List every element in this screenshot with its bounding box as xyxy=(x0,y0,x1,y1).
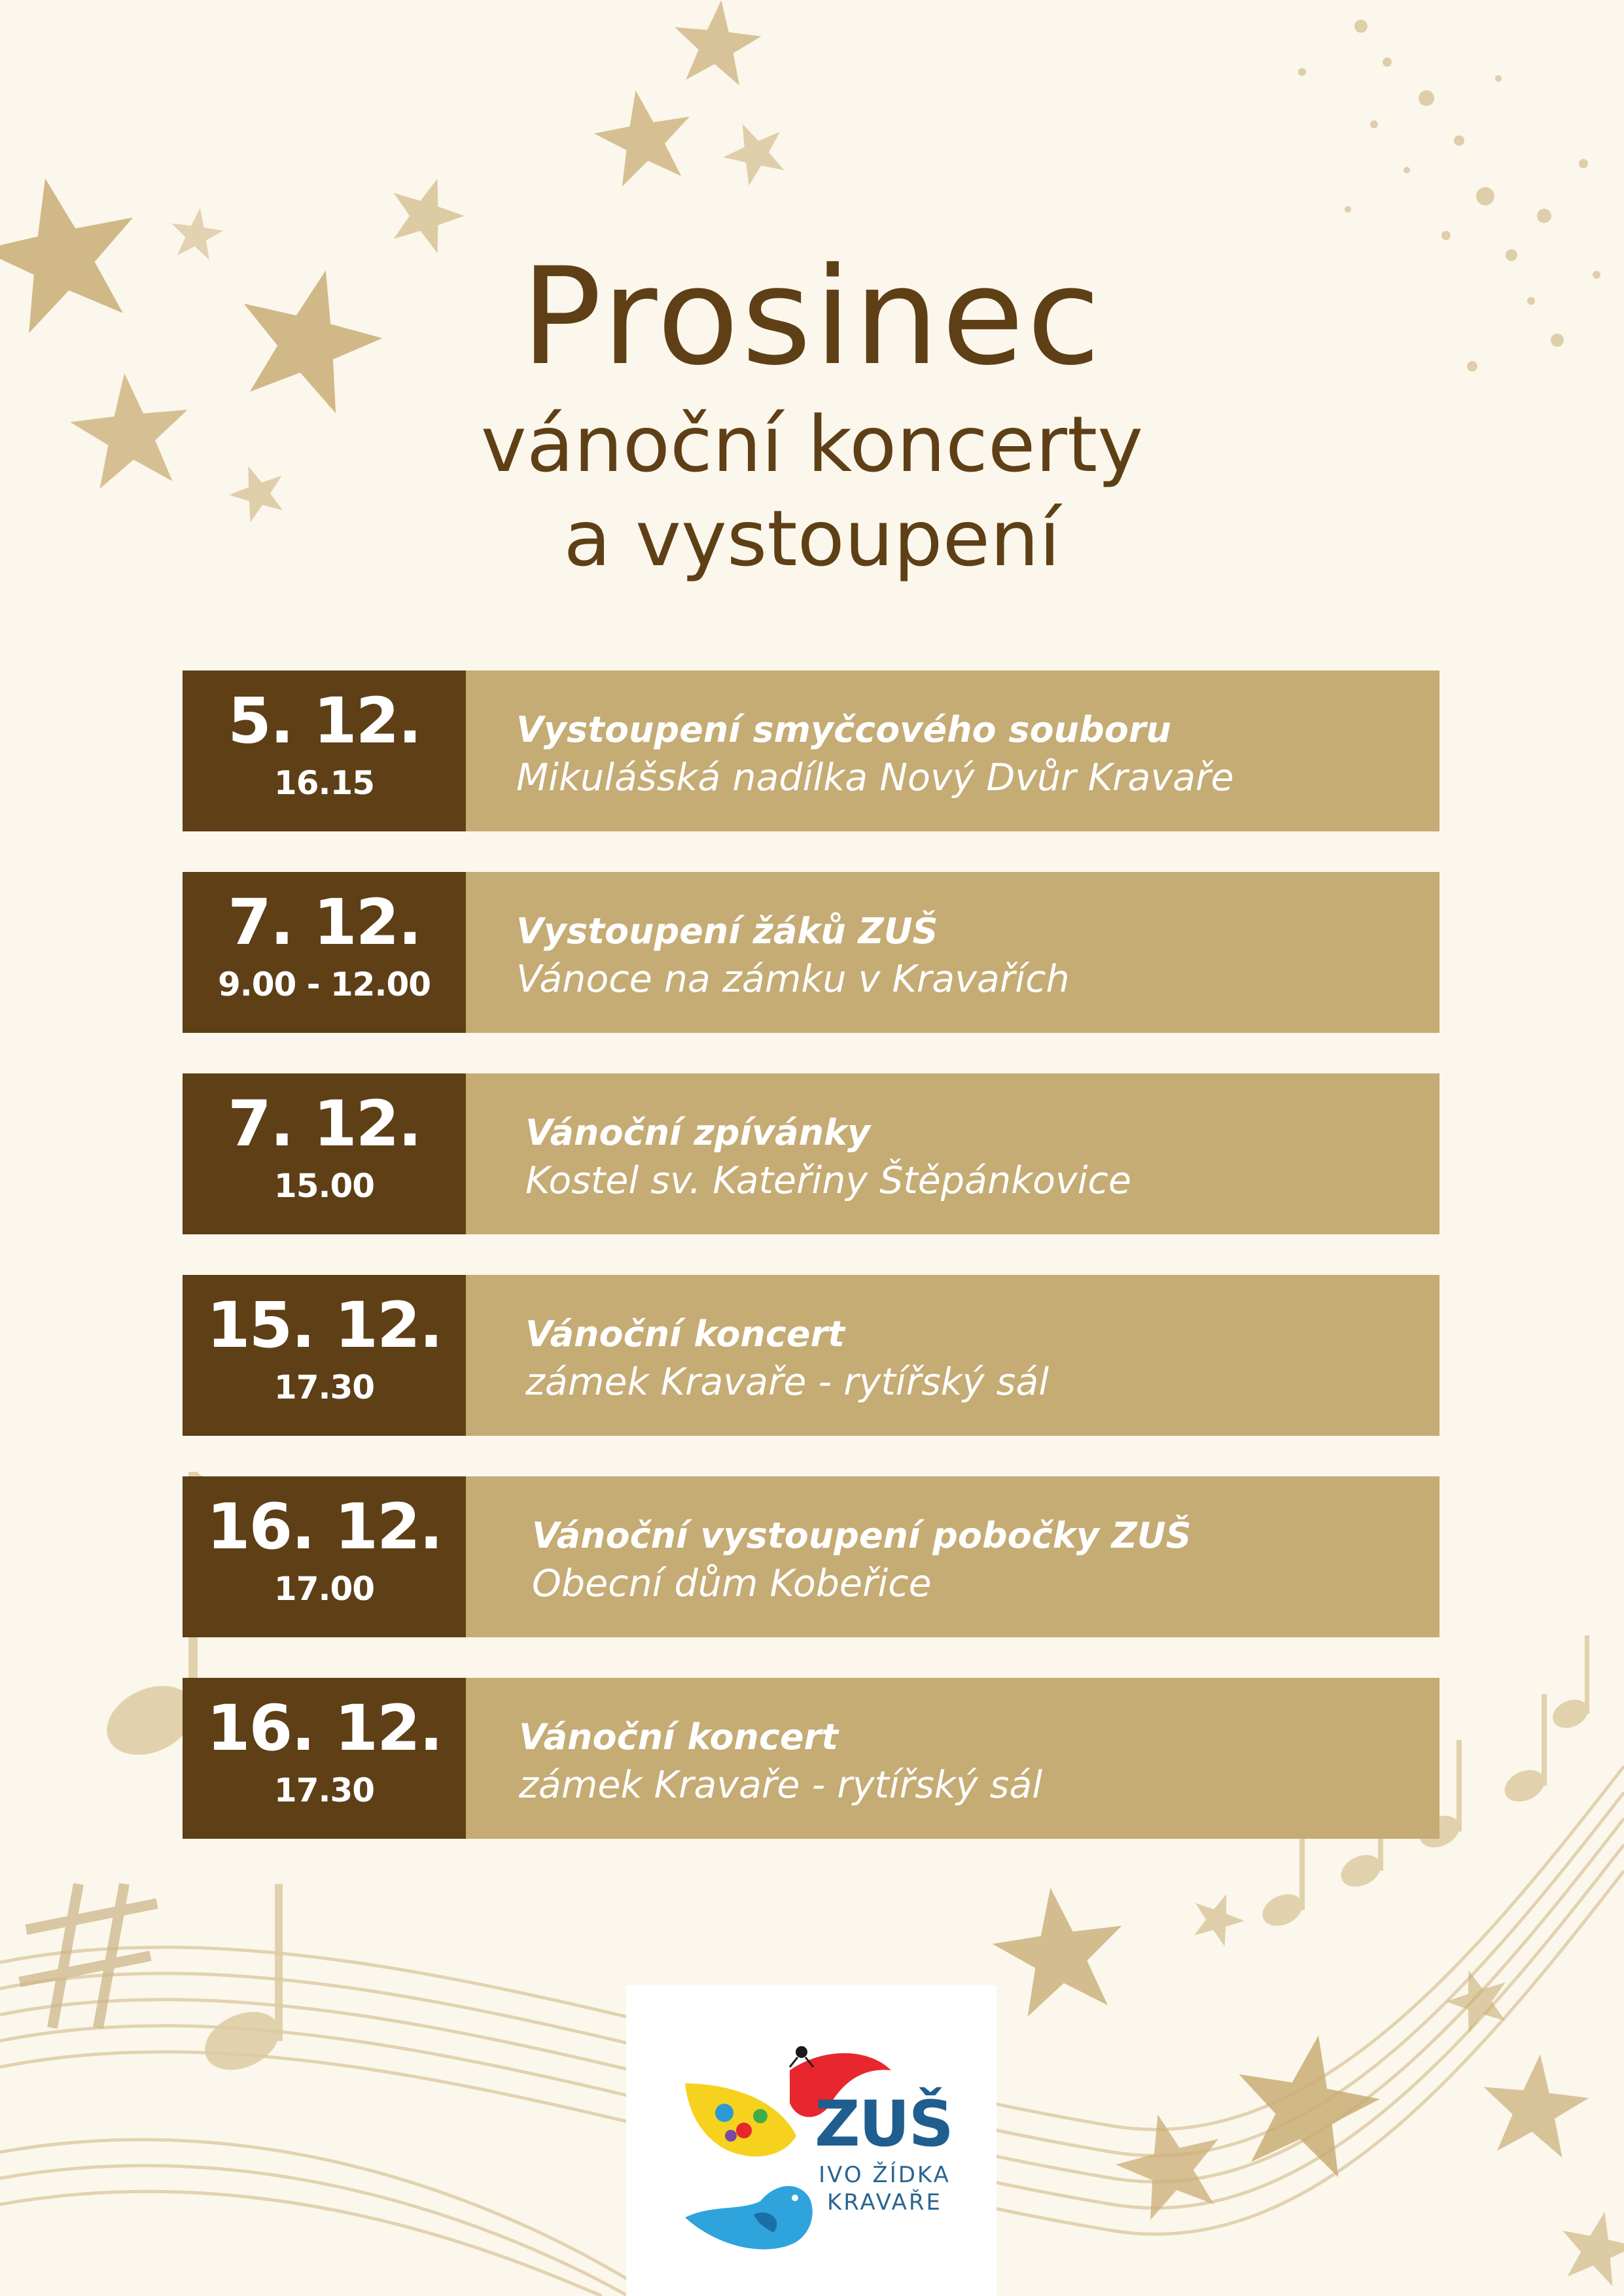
event-details xyxy=(532,1513,1192,1609)
event-date: 7. 12. xyxy=(228,886,421,959)
event-row xyxy=(183,872,1439,1033)
event-details xyxy=(525,1110,1131,1206)
event-place: zámek Kravaře - rytířský sál xyxy=(525,1361,1050,1404)
event-row xyxy=(183,1678,1439,1839)
logo-wordmark: ZUŠ xyxy=(815,2087,953,2161)
event-row xyxy=(183,1476,1439,1637)
date-box xyxy=(183,1678,466,1839)
event-place: Mikulášská nadílka Nový Dvůr Kravaře xyxy=(516,756,1234,799)
logo-name-line: IVO ŽÍDKA xyxy=(819,2162,951,2188)
event-time: 16.15 xyxy=(274,764,375,802)
event-title: Vánoční koncert xyxy=(525,1313,845,1355)
event-details xyxy=(525,1312,1049,1407)
event-time: 17.30 xyxy=(274,1368,375,1406)
event-place: Kostel sv. Kateřiny Štěpánkovice xyxy=(525,1159,1131,1202)
event-date: 15. 12. xyxy=(206,1289,442,1362)
event-title: Vánoční zpívánky xyxy=(525,1112,871,1153)
page-subtitle-line2: a vystoupení xyxy=(563,493,1061,583)
event-time: 17.30 xyxy=(274,1771,375,1809)
header xyxy=(0,235,1624,587)
date-box xyxy=(183,872,466,1033)
event-details xyxy=(516,707,1234,803)
date-box xyxy=(183,1275,466,1436)
page-title: Prosinec xyxy=(521,239,1103,395)
event-place: Vánoce na zámku v Kravařích xyxy=(516,958,1070,1001)
event-place: Obecní dům Kobeřice xyxy=(532,1562,932,1605)
event-date: 5. 12. xyxy=(228,684,421,757)
event-title: Vystoupení smyčcového souboru xyxy=(516,709,1171,750)
event-place: zámek Kravaře - rytířský sál xyxy=(519,1764,1043,1807)
event-row xyxy=(183,670,1439,831)
event-title: Vánoční vystoupení pobočky ZUŠ xyxy=(532,1515,1192,1556)
logo-town-line: KRAVAŘE xyxy=(826,2189,943,2216)
event-row xyxy=(183,1275,1439,1436)
school-logo xyxy=(626,1985,997,2296)
event-date: 16. 12. xyxy=(206,1490,442,1563)
event-date: 7. 12. xyxy=(228,1087,421,1160)
date-box xyxy=(183,670,466,831)
event-details xyxy=(516,909,1070,1004)
event-time: 15.00 xyxy=(274,1167,375,1205)
event-title: Vystoupení žáků ZUŠ xyxy=(516,911,938,952)
event-date: 16. 12. xyxy=(206,1692,442,1765)
event-row xyxy=(183,1073,1439,1234)
event-title: Vánoční koncert xyxy=(519,1716,838,1758)
date-box xyxy=(183,1476,466,1637)
event-details xyxy=(519,1714,1042,1810)
date-box xyxy=(183,1073,466,1234)
event-time: 17.00 xyxy=(274,1570,375,1608)
page-subtitle-line1: vánoční koncerty xyxy=(480,399,1144,489)
event-time: 9.00 - 12.00 xyxy=(217,965,431,1003)
